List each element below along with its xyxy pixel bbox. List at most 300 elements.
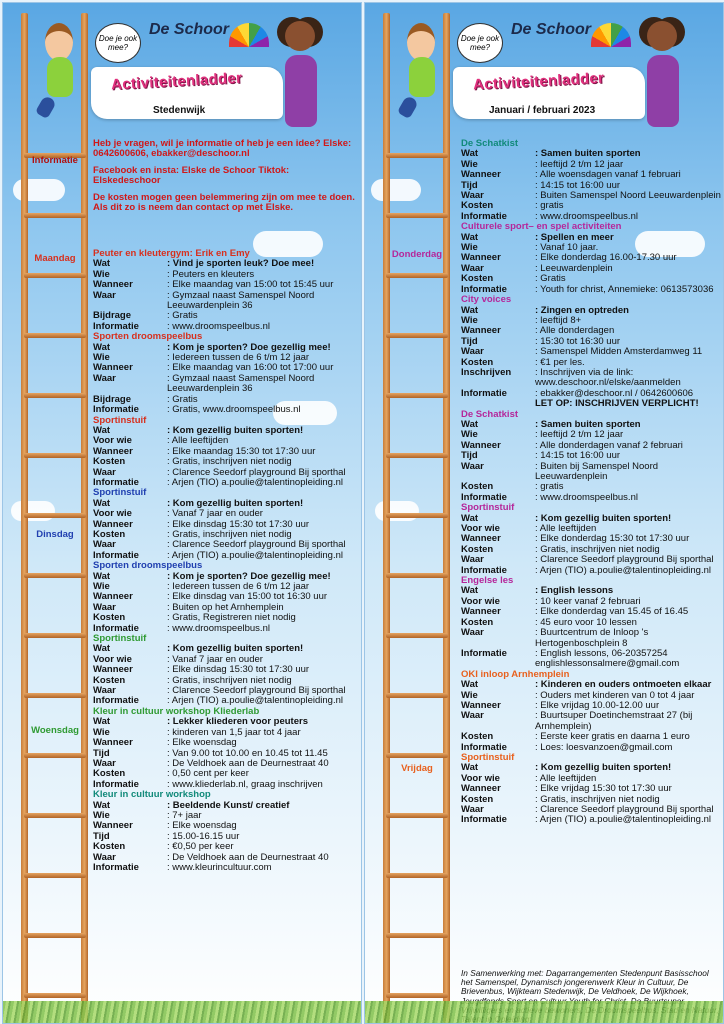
- row-key: Kosten: [93, 612, 126, 624]
- row-key: Wat: [93, 497, 111, 509]
- ladder-rail: [443, 13, 450, 1023]
- activity-row: [461, 264, 723, 274]
- page-subtitle: Januari / februari 2023: [489, 105, 596, 116]
- row-value: : Iedereen tussen de 6 t/m 12 jaar: [167, 581, 310, 592]
- row-key: Informatie: [461, 491, 507, 503]
- info-text: Facebook en insta: Elske de Schoor Tiktok: Elskedeschoor: [93, 164, 290, 187]
- row-value: : Arjen (TIO) a.poulie@talentinopleiding.nl: [535, 564, 711, 576]
- row-value: : gratis: [535, 200, 564, 212]
- row-key: Informatie: [461, 283, 507, 295]
- activity-row: [93, 863, 359, 873]
- row-value: : Vanaf 10 jaar.: [535, 242, 599, 254]
- activity-block: [93, 634, 359, 707]
- row-value: : Spellen en meer: [535, 231, 614, 243]
- row-key: Wie: [93, 726, 110, 738]
- row-key: Wanneer: [461, 533, 501, 545]
- activity-title: De Schatkist: [461, 138, 519, 149]
- row-value: : Samen buiten sporten: [535, 418, 641, 430]
- activity-row: [93, 738, 359, 748]
- row-value: : Vanaf 7 jaar en ouder: [167, 653, 263, 665]
- row-key: Kosten: [461, 200, 494, 212]
- row-key: Voor wie: [461, 523, 500, 535]
- row-key: Wanneer: [93, 362, 133, 374]
- row-key: Informatie: [93, 861, 139, 873]
- row-key: Waar: [461, 190, 484, 202]
- row-key: Wie: [461, 158, 478, 170]
- activity-block: [461, 753, 723, 826]
- ladder-rung: [386, 933, 448, 938]
- row-value: : Buiten bij Samenspel Noord Leeuwardenplein: [535, 460, 659, 482]
- ladder-rung: [386, 693, 448, 698]
- activity-row: [461, 368, 723, 389]
- activity-title: De Schatkist: [461, 408, 519, 420]
- row-value: : Samenspel Midden Amsterdamweg 11: [535, 346, 703, 358]
- row-key: Wat: [461, 512, 479, 524]
- ladder-rung: [386, 753, 448, 758]
- activity-block: [93, 416, 359, 489]
- row-key: Kosten: [461, 793, 494, 805]
- row-value: : Gratis, inschrijven niet nodig: [535, 793, 660, 805]
- row-key: Inschrijven: [461, 366, 512, 378]
- row-key: Voor wie: [93, 435, 132, 447]
- row-value: : Alle leeftijden: [167, 435, 229, 447]
- row-value: : Buurtcentrum de Inloop 's Hertogenboschplein 8: [535, 627, 649, 649]
- row-key: Informatie: [93, 778, 139, 790]
- row-value: : Alle leeftijden: [535, 772, 597, 784]
- row-value: : Ouders met kinderen van 0 tot 4 jaar: [535, 689, 695, 701]
- row-value: : €1 per les.: [535, 356, 585, 368]
- row-key: Waar: [93, 851, 116, 863]
- row-key: Wanneer: [461, 783, 501, 795]
- ladder-rung: [386, 513, 448, 518]
- row-key: Voor wie: [461, 772, 500, 784]
- row-value: : €0,50 per keer: [167, 841, 234, 853]
- row-value: : Gratis, www.droomspeelbus.nl: [167, 404, 301, 416]
- activity-title: Sportinstuif: [93, 633, 147, 645]
- row-value: : Kom je sporten? Doe gezellig mee!: [167, 341, 331, 353]
- row-value: : Clarence Seedorf playground Bij sporthal: [167, 685, 346, 697]
- row-value: : Beeldende Kunst/ creatief: [167, 799, 290, 811]
- row-key: Wanneer: [93, 279, 133, 291]
- activity-title: Culturele sport– en spel activiteiten: [461, 221, 622, 233]
- row-key: Wanneer: [461, 169, 501, 181]
- row-value: : Arjen (TIO) a.poulie@talentinopleiding.nl: [535, 814, 711, 826]
- ladder-rung: [24, 693, 86, 698]
- brand-name: De Schoor: [511, 21, 592, 38]
- ladder-rung: [386, 393, 448, 398]
- row-key: Wat: [93, 341, 111, 353]
- row-value: : Elke donderdag van 15.45 of 16.45: [535, 606, 689, 618]
- row-key: Wie: [93, 268, 110, 280]
- row-key: Voor wie: [461, 595, 500, 607]
- ladder-rail: [81, 13, 88, 1023]
- row-key: Wanneer: [461, 606, 501, 618]
- row-key: Kosten: [93, 768, 126, 780]
- row-key: Wat: [461, 585, 479, 597]
- row-value: : www.kleurincultuur.com: [167, 861, 272, 873]
- row-value: : De Veldhoek aan de Deurnestraat 40: [167, 757, 329, 769]
- ladder-rung: [386, 813, 448, 818]
- row-value: : 15:30 tot 16:30 uur: [535, 335, 621, 347]
- activity-title: Sportinstuif: [461, 751, 515, 763]
- row-value: : Gymzaal naast Samenspel Noord Leeuwardenplein 36: [167, 372, 315, 395]
- row-key: Wat: [93, 716, 111, 728]
- row-value: : Iedereen tussen de 6 t/m 12 jaar: [167, 352, 310, 364]
- row-value: : Elke maandag van 15:00 tot 15:45 uur: [167, 279, 334, 291]
- activity-title: Engelse les: [461, 575, 514, 587]
- day-label-dinsdag: Dinsdag: [36, 529, 74, 540]
- row-value: : Clarence Seedorf playground Bij sporthal: [167, 539, 346, 551]
- row-key: Wat: [461, 304, 479, 316]
- row-value: : Lekker kliederen voor peuters: [167, 716, 308, 728]
- activity-title: Sportinstuif: [93, 414, 147, 426]
- row-key: Kosten: [461, 356, 494, 368]
- row-value: : Eerste keer gratis en daarna 1 euro: [535, 731, 690, 743]
- row-value: : Arjen (TIO) a.poulie@talentinopleiding.nl: [167, 549, 343, 561]
- ladder-rung: [24, 273, 86, 278]
- row-value: : Kom gezellig buiten sporten!: [535, 512, 672, 524]
- row-value: : Elke vrijdag 15:30 tot 17:30 uur: [535, 783, 672, 795]
- ladder-rung: [24, 453, 86, 458]
- row-key: Informatie: [461, 387, 507, 399]
- row-value: : gratis: [535, 481, 564, 493]
- activity-title: Sportinstuif: [461, 502, 515, 514]
- activity-block: [93, 249, 359, 332]
- row-key: Wat: [93, 799, 111, 811]
- row-value: : Arjen (TIO) a.poulie@talentinopleiding.nl: [167, 476, 343, 488]
- row-key: Wat: [461, 148, 479, 160]
- row-key: Waar: [461, 554, 484, 566]
- row-value: : Buurtsuper Doetinchemstraat 27 (bij Arnhemplein): [535, 710, 693, 732]
- row-key: Wanneer: [461, 699, 501, 711]
- ladder-rung: [24, 993, 86, 998]
- speech-bubble: Doe je ook mee?: [457, 23, 503, 63]
- activity-title: Kleur in cultuur workshop Kliederlab: [93, 705, 260, 717]
- row-value: : 15.00-16.15 uur: [167, 830, 240, 842]
- row-value: : leeftijd 8+: [535, 314, 582, 326]
- row-value: : 10 keer vanaf 2 februari: [535, 595, 641, 607]
- ladder-rung: [386, 573, 448, 578]
- row-value: : leeftijd 2 t/m 12 jaar: [535, 158, 624, 170]
- row-key: Kosten: [93, 674, 126, 686]
- day-label-maandag: Maandag: [34, 253, 76, 264]
- row-key: Bijdrage: [93, 310, 132, 322]
- row-value: : 0,50 cent per keer: [167, 768, 249, 780]
- row-key: Wanneer: [461, 252, 501, 264]
- row-key: Wat: [461, 231, 479, 243]
- row-key: Informatie: [93, 695, 139, 707]
- rainbow-logo-icon: [591, 23, 631, 47]
- activity-block: [93, 790, 359, 873]
- row-value: : 45 euro voor 10 lessen: [535, 616, 637, 628]
- row-value: : Elke dinsdag 15:30 tot 17:30 uur: [167, 518, 310, 530]
- ladder-rung: [24, 213, 86, 218]
- ladder-rung: [24, 873, 86, 878]
- row-value: : Zingen en optreden: [535, 304, 629, 316]
- row-value: : Kom gezellig buiten sporten!: [167, 424, 304, 436]
- ladder-rung: [24, 933, 86, 938]
- row-key: Wie: [93, 581, 110, 592]
- activity-row: [93, 291, 359, 312]
- row-key: Kosten: [461, 481, 494, 493]
- activity-title: Sporten droomspeelbus: [93, 560, 203, 572]
- row-value: : De Veldhoek aan de Deurnestraat 40: [167, 851, 329, 863]
- row-key: Kosten: [461, 731, 494, 743]
- ladder-rung: [386, 993, 448, 998]
- row-key: Waar: [93, 601, 116, 613]
- cloud: [375, 501, 419, 521]
- right-activities: [461, 139, 723, 826]
- ladder-rung: [24, 513, 86, 518]
- row-key: Informatie: [93, 549, 139, 561]
- row-key: Waar: [461, 262, 484, 274]
- row-key: Waar: [461, 346, 484, 358]
- row-value: : Gymzaal naast Samenspel Noord Leeuwardenplein 36: [167, 289, 315, 312]
- row-value: : Clarence Seedorf playground Bij sporthal: [535, 554, 714, 566]
- row-key: Wie: [461, 242, 478, 254]
- row-key: Kosten: [93, 528, 126, 540]
- ladder-rung: [24, 393, 86, 398]
- row-value: : Elke vrijdag 10.00-12.00 uur: [535, 699, 660, 711]
- grass-decoration: [365, 1001, 723, 1023]
- ladder-rung: [24, 333, 86, 338]
- activity-row: [461, 191, 723, 201]
- row-key: Wat: [93, 258, 111, 270]
- row-value: : Gratis, inschrijven niet nodig: [167, 528, 292, 540]
- row-key: Waar: [93, 757, 116, 769]
- row-value: : Kom gezellig buiten sporten!: [167, 643, 304, 655]
- activity-block: [461, 576, 723, 670]
- row-key: Wat: [93, 643, 111, 655]
- ladder-rung: [386, 153, 448, 158]
- row-key: Informatie: [461, 741, 507, 753]
- row-value: : leeftijd 2 t/m 12 jaar: [535, 429, 624, 441]
- row-value: : Gratis: [167, 310, 198, 322]
- row-key: Wanneer: [93, 445, 133, 457]
- row-key: Informatie: [93, 404, 139, 416]
- activity-row: [461, 306, 723, 316]
- row-value: : Elke maandag 15:30 tot 17:30 uur: [167, 445, 316, 457]
- info-text: De kosten mogen geen belemmering zijn om mee te doen. Als dit zo is neem dan contact op met Elske.: [93, 191, 355, 214]
- row-value: : 14:15 tot 16:00 uur: [535, 450, 621, 462]
- row-value: : Gratis: [167, 393, 198, 405]
- row-value: : Kom gezellig buiten sporten!: [167, 497, 304, 509]
- row-key: Wanneer: [93, 518, 133, 530]
- row-key: Informatie: [93, 476, 139, 488]
- row-key: Wie: [461, 314, 478, 326]
- row-value: : Alle donderdagen vanaf 2 februari: [535, 439, 683, 451]
- row-key: Wie: [461, 689, 478, 701]
- row-value: : Elke woensdag: [167, 737, 237, 749]
- activity-row: [93, 842, 359, 852]
- row-key: Wanneer: [93, 737, 133, 749]
- row-value: : 14:15 tot 16:00 uur: [535, 179, 621, 191]
- ladder-rail: [21, 13, 28, 1023]
- partners-footer: In Samenwerking met: Dagarrangementen Stedenpunt Basisschool het Samenspel, Dynamisch jongerenwerk Kleur in Cultuur, De Brievenbus, Wijkteam Stedenwijk, De Veldhoek, De Wijkhoek,: [461, 968, 709, 997]
- brand-name: De Schoor: [149, 21, 230, 38]
- activity-row: [461, 732, 723, 742]
- day-label-informatie: Informatie: [32, 155, 78, 166]
- row-value: : Buiten Samenspel Noord Leeuwardenplein: [535, 190, 721, 202]
- activity-row: [461, 628, 723, 649]
- day-label-donderdag: Donderdag: [391, 249, 443, 260]
- ladder-rail: [383, 13, 390, 1023]
- day-label-woensdag: Woensdag: [31, 725, 79, 736]
- ladder-rung: [386, 873, 448, 878]
- ladder-rung: [386, 213, 448, 218]
- ladder-rung: [24, 633, 86, 638]
- row-key: Wanneer: [93, 820, 133, 832]
- row-value: : www.droomspeelbus.nl: [167, 320, 270, 332]
- speech-bubble: Doe je ook mee?: [95, 23, 141, 63]
- row-key: Wanneer: [93, 591, 133, 603]
- activity-block: [93, 488, 359, 561]
- row-value: : Kom gezellig buiten sporten!: [535, 762, 672, 774]
- activity-block: [93, 707, 359, 790]
- row-key: Kosten: [461, 543, 494, 555]
- activity-row: [461, 711, 723, 732]
- row-value: : Elke donderdag 16.00-17.30 uur: [535, 252, 677, 264]
- row-value: : Leeuwardenplein: [535, 262, 613, 274]
- row-value: : www.kliederlab.nl, graag inschrijven: [167, 778, 323, 790]
- row-key: Informatie: [461, 814, 507, 826]
- info-section: [93, 139, 357, 213]
- row-value: : ebakker@deschoor.nl / 0642600606: [535, 387, 694, 399]
- activity-block: [93, 561, 359, 634]
- row-value: : Vanaf 7 jaar en ouder: [167, 508, 263, 520]
- row-key: Waar: [461, 710, 484, 722]
- row-key: Kosten: [461, 616, 494, 628]
- row-key: Tijd: [93, 830, 110, 842]
- cloud: [11, 501, 55, 521]
- activity-title: OKI inloop Arnhemplein: [461, 668, 570, 680]
- row-key: Wat: [93, 424, 111, 436]
- activity-block: [461, 295, 723, 409]
- row-value: : 7+ jaar: [167, 809, 202, 821]
- activity-row: [461, 347, 723, 357]
- activity-row: [93, 801, 359, 811]
- info-text: Heb je vragen, wil je informatie of heb je een idee? Elske: 0642600606, ebakker@deschoor.nl: [93, 138, 352, 160]
- activity-note: LET OP: INSCHRIJVEN VERPLICHT!: [535, 398, 699, 410]
- row-key: Waar: [461, 460, 484, 472]
- row-key: Informatie: [461, 210, 507, 222]
- row-key: Voor wie: [93, 508, 132, 520]
- row-value: : English lessons: [535, 585, 614, 597]
- row-value: : Van 9.00 tot 10.00 en 10.45 tot 11.45: [167, 747, 328, 759]
- row-value: : Loes: loesvanzoen@gmail.com: [535, 741, 673, 753]
- row-key: Wanneer: [461, 325, 501, 337]
- left-page: [2, 2, 362, 1024]
- row-value: : Elke maandag van 16:00 tot 17:00 uur: [167, 362, 334, 374]
- row-key: Informatie: [461, 564, 507, 576]
- row-key: Voor wie: [93, 653, 132, 665]
- day-label-vrijdag: Vrijdag: [401, 763, 433, 774]
- row-value: : Alle woensdagen vanaf 1 februari: [535, 169, 681, 181]
- row-value: : Clarence Seedorf playground Bij sporthal: [535, 804, 714, 815]
- row-key: Wat: [461, 762, 479, 774]
- activity-row: [93, 405, 359, 415]
- row-key: Waar: [93, 685, 116, 697]
- activity-row: [93, 457, 359, 467]
- row-value: : Arjen (TIO) a.poulie@talentinopleiding.nl: [167, 695, 343, 707]
- page-subtitle: Stedenwijk: [153, 105, 206, 116]
- ladder-rung: [386, 333, 448, 338]
- activity-title: Peuter en kleutergym: Erik en Emy: [93, 248, 250, 259]
- page-title: Activiteitenladder: [472, 69, 605, 94]
- page-title: Activiteitenladder: [110, 69, 243, 94]
- activity-row: [461, 462, 723, 483]
- row-value: : Peuters en kleuters: [167, 268, 255, 280]
- activity-block: [461, 670, 723, 753]
- row-key: Tijd: [461, 179, 478, 191]
- row-key: Wat: [93, 570, 111, 582]
- activity-title: City voices: [461, 294, 512, 306]
- row-value: : Inschrijven via de link: www.deschoor.nl/elske/aanmelden: [535, 366, 681, 389]
- row-key: Informatie: [461, 647, 507, 659]
- activity-block: [461, 222, 723, 295]
- row-value: : Buiten op het Arnhemplein: [167, 601, 284, 613]
- row-value: : Elke dinsdag 15:30 tot 17:30 uur: [167, 664, 310, 676]
- activity-block: [461, 503, 723, 576]
- activity-row: [93, 374, 359, 395]
- ladder-rung: [24, 573, 86, 578]
- ladder-rung: [24, 813, 86, 818]
- ladder-rung: [386, 633, 448, 638]
- row-value: : Elke donderdag 15:30 tot 17:30 uur: [535, 533, 690, 545]
- activity-row: [93, 509, 359, 519]
- activity-row: [461, 649, 723, 670]
- ladder-rung: [24, 753, 86, 758]
- activity-block: [461, 410, 723, 504]
- cloud: [371, 179, 421, 201]
- row-key: Tijd: [93, 747, 110, 759]
- activity-row: [461, 815, 723, 825]
- row-key: Tijd: [461, 335, 478, 347]
- row-key: Wat: [461, 418, 479, 430]
- row-key: Wie: [93, 809, 110, 821]
- row-key: Informatie: [93, 320, 139, 332]
- row-value: : English lessons, 06-20357254 englishlessonsalmere@gmail.com: [535, 647, 680, 670]
- row-value: : kinderen van 1,5 jaar tot 4 jaar: [167, 726, 301, 738]
- row-value: : Alle leeftijden: [535, 523, 597, 535]
- row-key: Waar: [93, 466, 116, 478]
- left-activities: [93, 249, 359, 873]
- row-key: Kosten: [461, 273, 494, 285]
- row-value: : Gratis, Registreren niet nodig: [167, 612, 296, 624]
- row-value: : Samen buiten sporten: [535, 148, 641, 160]
- activity-block: [93, 332, 359, 415]
- row-key: Kosten: [93, 841, 126, 853]
- rainbow-logo-icon: [229, 23, 269, 47]
- row-key: Kosten: [93, 456, 126, 468]
- row-value: : Alle donderdagen: [535, 325, 615, 337]
- ladder-rung: [386, 273, 448, 278]
- row-key: Bijdrage: [93, 393, 132, 405]
- row-value: : Kinderen en ouders ontmoeten elkaar: [535, 679, 712, 691]
- activity-block: [461, 139, 723, 222]
- right-page: [364, 2, 724, 1024]
- row-value: : Elke dinsdag van 15:00 tot 16:30 uur: [167, 591, 328, 603]
- row-key: Tijd: [461, 450, 478, 462]
- row-value: : Youth for christ, Annemieke: 0613573036: [535, 283, 714, 295]
- row-value: : www.droomspeelbus.nl: [535, 210, 638, 222]
- row-key: Waar: [461, 804, 484, 815]
- grass-decoration: [3, 1001, 361, 1023]
- row-key: Wie: [461, 429, 478, 441]
- activity-row: [461, 680, 723, 690]
- row-value: : Clarence Seedorf playground Bij sporthal: [167, 466, 346, 478]
- row-key: Wie: [93, 352, 110, 364]
